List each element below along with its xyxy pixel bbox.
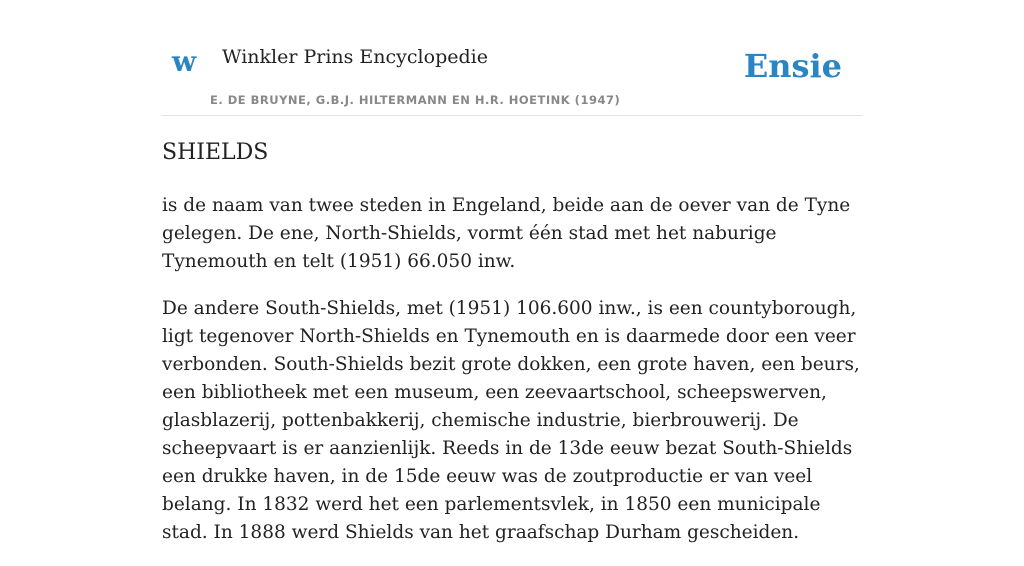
site-title[interactable]: Winkler Prins Encyclopedie — [222, 46, 488, 68]
paragraph: De andere South-Shields, met (1951) 106.600 inw., is een countyborough, ligt tegenover North-Shields en Tynemouth en is daarmede door een veer verbonden. South-Shields bezit grote dokken, een grote haven, een beurs, een bibliotheek met een museum, een zeevaartschool, scheepswerven, glasblazerij, pottenbakkerij, chemische industrie, bierbrouwerij. De scheepvaart is er aanzienlijk. Reeds in de 13de eeuw bezat South-Shields een drukke haven, in de 15de eeuw was de zoutproductie er van veel belang. In 1832 werd het een parlementsvlek, in 1850 een municipale stad. In 1888 werd Shields van het graafschap Durham gescheiden. — [162, 298, 860, 543]
brand-logo[interactable]: Ensie — [743, 47, 842, 85]
site-logo[interactable]: w — [172, 45, 197, 78]
site-header — [162, 0, 862, 116]
byline: E. DE BRUYNE, G.B.J. HILTERMANN EN H.R. HOETINK (1947) — [210, 93, 621, 107]
article-title: SHIELDS — [162, 140, 269, 165]
article-body — [162, 192, 862, 566]
paragraph: is de naam van twee steden in Engeland, beide aan de oever van de Tyne gelegen. De ene, North-Shields, vormt één stad met het naburige Tynemouth en telt (1951) 66.050 inw. — [162, 195, 851, 272]
